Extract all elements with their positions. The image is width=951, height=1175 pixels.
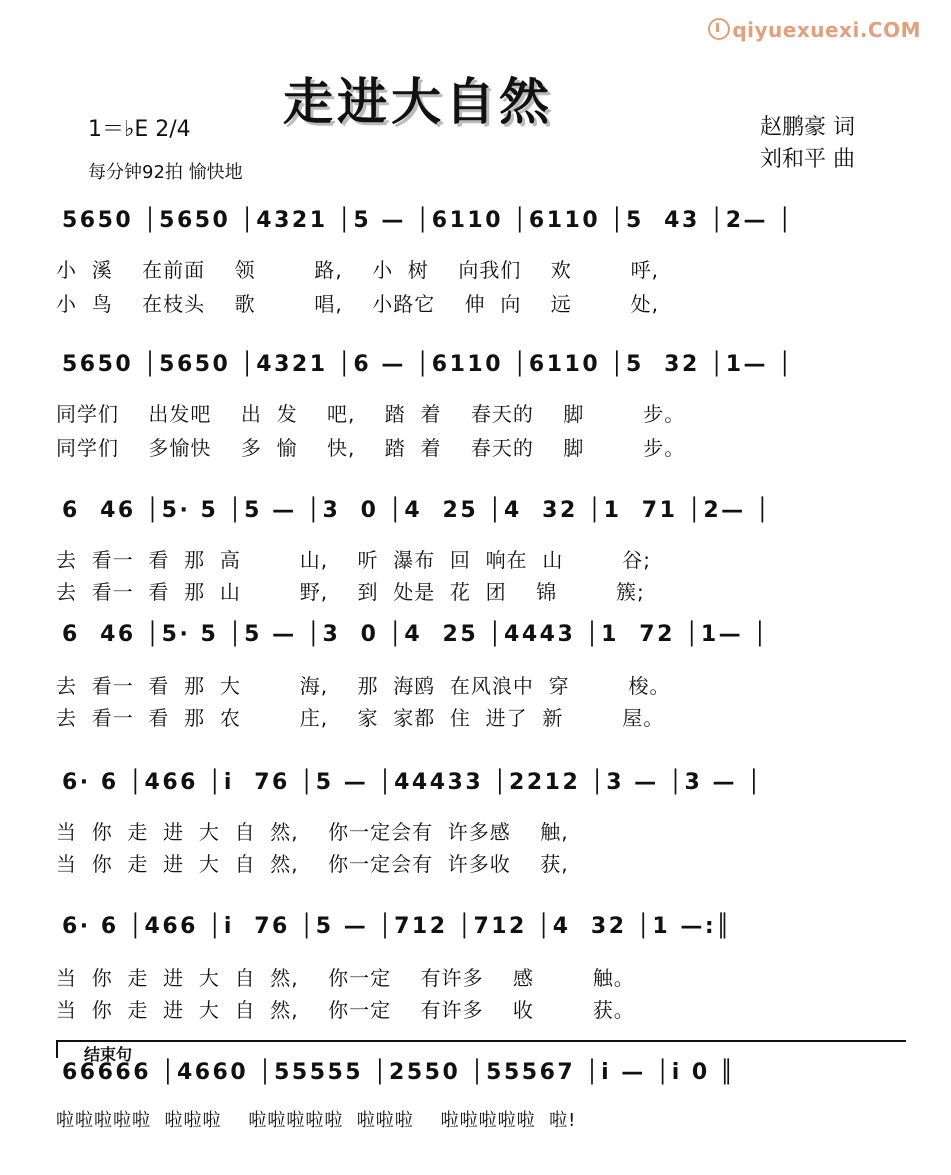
notation-row: [56, 770, 906, 804]
lyric-verse-2: 当 你 走 进 大 自 然, 你一定会有 许多收 获,: [56, 852, 569, 876]
tempo-marking: 每分钟92拍 愉快地: [88, 162, 243, 183]
lyric-verse-1: 当 你 走 进 大 自 然, 你一定会有 许多感 触,: [56, 820, 569, 844]
notation-row: [56, 914, 906, 948]
key-signature: 1＝♭E 2/4: [88, 117, 191, 142]
notation-row: [56, 498, 906, 532]
notation: 66666 │4660 │55555 │2550 │55567 │i — │i 0 ║: [62, 1060, 736, 1085]
notation: 6· 6 │466 │i 76 │5 — │44433 │2212 │3 — │3 — │: [62, 770, 763, 795]
lyric-verse-1: 当 你 走 进 大 自 然, 你一定 有许多 感 触。: [56, 966, 635, 990]
lyric-verse-1: 去 看一 看 那 高 山, 听 瀑布 回 响在 山 谷;: [56, 548, 651, 572]
notation-row: [56, 1060, 906, 1094]
song-title: 走进大自然: [283, 73, 553, 131]
lyric-verse-2: 去 看一 看 那 农 庄, 家 家都 住 进了 新 屋。: [56, 706, 665, 730]
lyric-line: 啦啦啦啦啦 啦啦啦 啦啦啦啦啦 啦啦啦 啦啦啦啦啦 啦!: [56, 1110, 577, 1131]
composer: 刘和平 曲: [760, 147, 855, 172]
lyric-verse-2: 小 鸟 在枝头 歌 唱, 小路它 伸 向 远 处,: [56, 292, 660, 316]
notation: 6· 6 │466 │i 76 │5 — │712 │712 │4 32 │1 —:║: [62, 914, 732, 939]
watermark: qiyuexuexi.COM: [708, 18, 921, 42]
lyric-verse-1: 小 溪 在前面 领 路, 小 树 向我们 欢 呼,: [56, 258, 660, 282]
lyric-verse-2: 去 看一 看 那 山 野, 到 处是 花 团 锦 簇;: [56, 580, 645, 604]
lyric-verse-1: 去 看一 看 那 大 海, 那 海鸥 在风浪中 穿 梭。: [56, 674, 671, 698]
notation: 6 46 │5· 5 │5 — │3 0 │4 25 │4 32 │1 71 │2— │: [62, 498, 772, 523]
notation-row: [56, 208, 906, 242]
notation-row: [56, 352, 906, 386]
ending-label: 结束句: [84, 1045, 133, 1064]
ending-bracket: [56, 1040, 906, 1064]
notation-row: [56, 622, 906, 656]
lyric-verse-2: 当 你 走 进 大 自 然, 你一定 有许多 收 获。: [56, 998, 635, 1022]
lyricist: 赵鹏豪 词: [760, 115, 855, 140]
lyric-verse-2: 同学们 多愉快 多 愉 快, 踏 着 春天的 脚 步。: [56, 436, 686, 460]
notation: 6 46 │5· 5 │5 — │3 0 │4 25 │4443 │1 72 │1— │: [62, 622, 770, 647]
watermark-logo-icon: [708, 18, 730, 40]
notation: 5650 │5650 │4321 │6 — │6110 │6110 │5 32 │1— │: [62, 352, 794, 377]
lyric-verse-1: 同学们 出发吧 出 发 吧, 踏 着 春天的 脚 步。: [56, 402, 686, 426]
notation: 5650 │5650 │4321 │5 — │6110 │6110 │5 43 │2— │: [62, 208, 794, 233]
